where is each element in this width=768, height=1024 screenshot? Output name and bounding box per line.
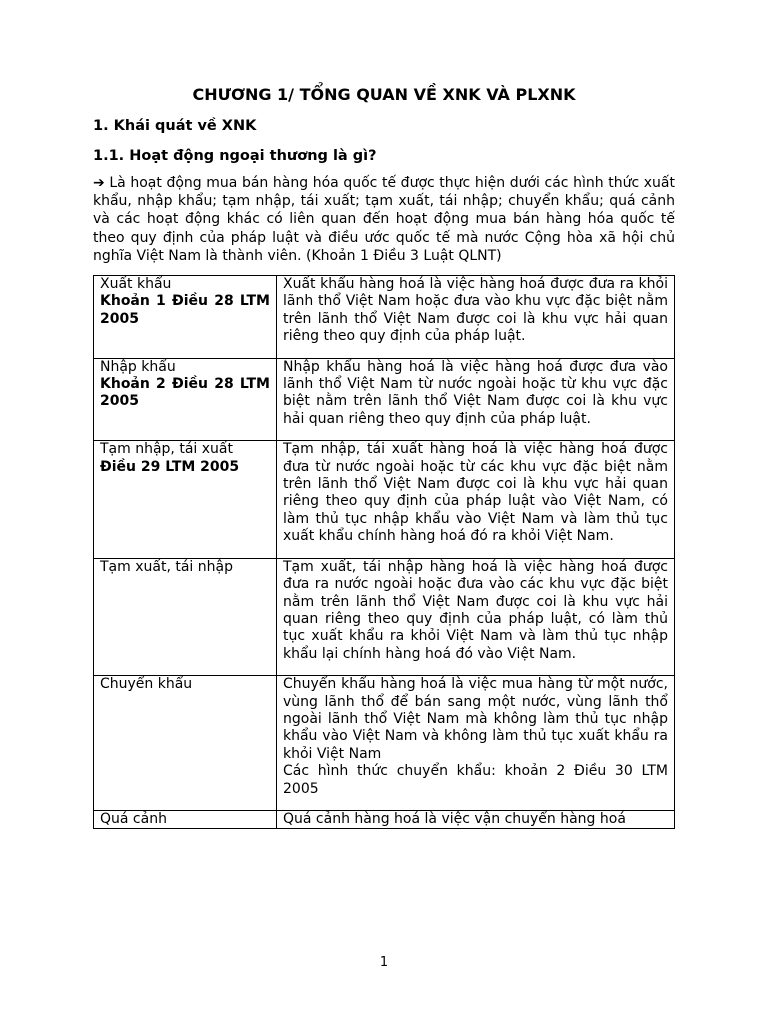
definition-text: Xuất khẩu hàng hoá là việc hàng hoá được đưa ra khỏi lãnh thổ Việt Nam hoặc đưa vào khu vực đặc biệt nằm trên lãnh thổ Việt Nam được coi là khu vực hải quan riêng theo quy định của pháp luật.	[283, 276, 668, 345]
definition-cell	[277, 558, 675, 675]
legal-reference: Khoản 1 Điều 28 LTM 2005	[100, 293, 270, 327]
trade-terms-table	[93, 275, 675, 829]
table-row	[94, 810, 675, 828]
arrow-icon: ➔	[93, 175, 105, 191]
definition-cell	[277, 676, 675, 811]
term-cell	[94, 441, 277, 558]
page-number: 1	[379, 955, 389, 970]
definition-cell	[277, 276, 675, 359]
subsection-heading: 1.1. Hoạt động ngoại thương là gì?	[93, 148, 377, 164]
intro-text: Là hoạt động mua bán hàng hóa quốc tế được thực hiện dưới các hình thức xuất khẩu, nhập khẩu; tạm nhập, tái xuất; tạm xuất, tái nhập; chuyển khẩu; quá cảnh và các hoạt động khác có liên quan đến hoạt động mua bán hàng hóa quốc tế theo quy định của pháp luật và điều ước quốc tế mà nước Cộng hòa xã hội chủ nghĩa Việt Nam là thành viên. (Khoản 1 Điều 3 Luật QLNT)	[93, 175, 675, 264]
table-row	[94, 676, 675, 811]
term-label: Quá cảnh	[100, 810, 167, 827]
term-cell	[94, 358, 277, 441]
definition-note: Các hình thức chuyển khẩu: khoản 2 Điều 30 LTM 2005	[283, 763, 668, 797]
term-label: Xuất khẩu	[100, 276, 172, 293]
table-row	[94, 358, 675, 441]
term-cell	[94, 810, 277, 828]
definition-text: Chuyển khẩu hàng hoá là việc mua hàng từ một nước, vùng lãnh thổ để bán sang một nước, vùng lãnh thổ ngoài lãnh thổ Việt Nam mà không làm thủ tục nhập khẩu vào Việt Nam và không làm thủ tục xuất khẩu ra khỏi Việt Nam	[283, 676, 668, 762]
definition-text: Tạm xuất, tái nhập hàng hoá là việc hàng hoá được đưa ra nước ngoài hoặc đưa vào các khu vực đặc biệt nằm trên lãnh thổ Việt Nam được coi là khu vực hải quan riêng theo quy định của pháp luật, có làm thủ tục xuất khẩu ra khỏi Việt Nam và làm thủ tục nhập khẩu lại chính hàng hoá đó vào Việt Nam.	[283, 558, 668, 662]
term-label: Tạm nhập, tái xuất	[100, 441, 233, 458]
section-heading: 1. Khái quát về XNK	[93, 118, 257, 134]
term-label: Chuyển khẩu	[100, 676, 193, 693]
table-row	[94, 558, 675, 675]
definition-cell	[277, 810, 675, 828]
legal-reference: Điều 29 LTM 2005	[100, 458, 240, 475]
term-label: Tạm xuất, tái nhập	[100, 558, 233, 575]
legal-reference: Khoản 2 Điều 28 LTM 2005	[100, 376, 270, 410]
definition-text: Nhập khẩu hàng hoá là việc hàng hoá được đưa vào lãnh thổ Việt Nam từ nước ngoài hoặc từ khu vực đặc biệt nằm trên lãnh thổ Việt Nam được coi là khu vực hải quan riêng theo quy định của pháp luật.	[283, 358, 668, 427]
definition-cell	[277, 441, 675, 558]
term-label: Nhập khẩu	[100, 358, 176, 375]
chapter-title: CHƯƠNG 1/ TỔNG QUAN VỀ XNK VÀ PLXNK	[192, 85, 576, 104]
intro-paragraph	[93, 174, 675, 265]
term-cell	[94, 676, 277, 811]
definition-text: Quá cảnh hàng hoá là việc vận chuyển hàng hoá	[283, 810, 626, 827]
table-row	[94, 441, 675, 558]
term-cell	[94, 276, 277, 359]
definition-text: Tạm nhập, tái xuất hàng hoá là việc hàng hoá được đưa từ nước ngoài hoặc từ các khu vực đặc biệt nằm trên lãnh thổ Việt Nam được coi là khu vực hải quan riêng theo quy định của pháp luật vào Việt Nam, có làm thủ tục nhập khẩu vào Việt Nam và làm thủ tục xuất khẩu chính hàng hoá đó ra khỏi Việt Nam.	[283, 441, 668, 545]
definition-cell	[277, 358, 675, 441]
term-cell	[94, 558, 277, 675]
table-row	[94, 276, 675, 359]
document-page	[93, 84, 675, 829]
